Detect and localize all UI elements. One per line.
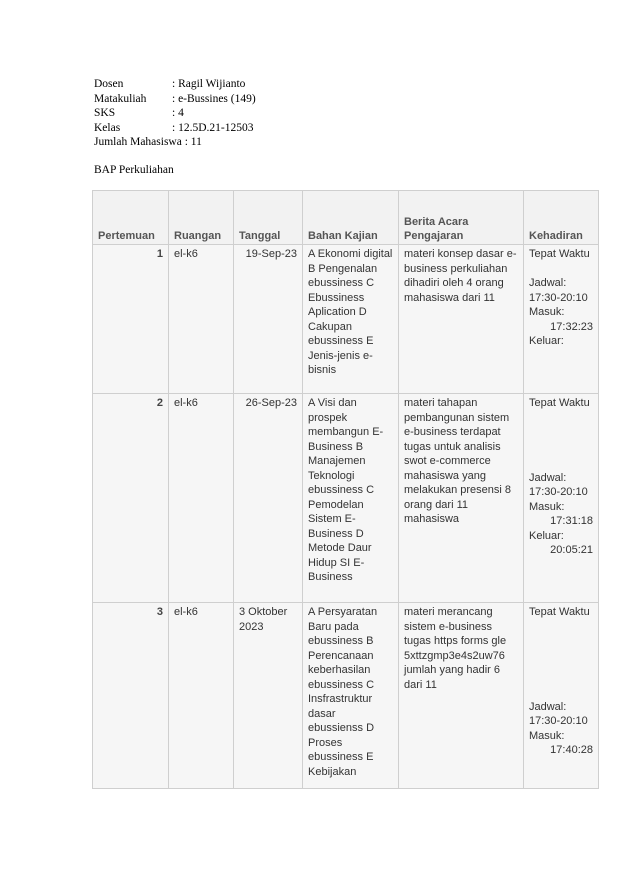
kehadiran-spacer	[529, 620, 593, 700]
kelas-label: Kelas	[94, 121, 121, 134]
cell-ruangan: el-k6	[169, 245, 234, 394]
cell-ruangan: el-k6	[169, 394, 234, 603]
cell-tanggal: 19-Sep-23	[234, 245, 303, 394]
jadwal-value: 17:30-20:10	[529, 715, 588, 727]
keluar-value: 20:05:21	[550, 544, 593, 556]
cell-berita-acara: materi konsep dasar e-business perkuliahan dihadiri oleh 4 orang mahasiswa dari 11	[399, 245, 524, 394]
cell-berita-acara: materi merancang sistem e-business tugas https forms gle 5xttzgmp3e4s2uw76 jumlah yang hadir 6 dari 11	[399, 603, 524, 789]
bap-table	[92, 190, 599, 789]
dosen-value: : Ragil Wijianto	[172, 78, 246, 90]
masuk-label: Masuk:	[529, 729, 565, 742]
kehadiran-spacer	[529, 262, 593, 277]
cell-kehadiran	[524, 603, 599, 789]
cell-kehadiran	[524, 394, 599, 603]
table-row	[93, 245, 599, 394]
cell-pertemuan: 2	[93, 394, 169, 603]
masuk-value: 17:40:28	[550, 744, 593, 756]
cell-bahan-kajian: A Visi dan prospek membangun E- Business B Manajemen Teknologi ebussiness C Pemodelan Sistem E-Business D Metode Daur Hidup SI E-Business	[303, 394, 399, 603]
cell-tanggal: 3 Oktober 2023	[234, 603, 303, 789]
table-row	[93, 603, 599, 789]
cell-ruangan: el-k6	[169, 603, 234, 789]
cell-bahan-kajian: A Persyaratan Baru pada ebussiness B Perencanaan keberhasilan ebussiness C Insfrastruktur dasar ebussienss D Proses ebussiness E Kebijakan	[303, 603, 399, 789]
matakuliah-value: : e-Bussines (149)	[172, 92, 256, 105]
header-ruangan: Ruangan	[169, 191, 234, 245]
header-berita-acara: Berita Acara Pengajaran	[399, 191, 524, 245]
header-pertemuan: Pertemuan	[93, 191, 169, 245]
kehadiran-status: Tepat Waktu	[529, 248, 590, 260]
matakuliah-label: Matakuliah	[94, 92, 147, 105]
jadwal-value: 17:30-20:10	[529, 486, 588, 498]
header-bahan-kajian: Bahan Kajian	[303, 191, 399, 245]
masuk-value: 17:32:23	[550, 320, 593, 333]
kehadiran-status: Tepat Waktu	[529, 397, 590, 409]
dosen-label: Dosen	[94, 78, 124, 90]
jadwal-label: Jadwal:	[529, 471, 567, 484]
section-title: BAP Perkuliahan	[94, 164, 174, 176]
cell-kehadiran	[524, 245, 599, 394]
jadwal-label: Jadwal:	[529, 700, 567, 713]
cell-pertemuan: 1	[93, 245, 169, 394]
jumlah-mahasiswa: Jumlah Mahasiswa : 11	[94, 136, 202, 149]
keluar-label: Keluar:	[529, 529, 564, 542]
cell-tanggal: 26-Sep-23	[234, 394, 303, 603]
masuk-value: 17:31:18	[550, 515, 593, 527]
kelas-value: : 12.5D.21-12503	[172, 121, 254, 134]
table-header-row	[93, 191, 599, 245]
kehadiran-status: Tepat Waktu	[529, 606, 590, 618]
header-kehadiran: Kehadiran	[524, 191, 599, 245]
masuk-label: Masuk:	[529, 500, 565, 513]
header-tanggal: Tanggal	[234, 191, 303, 245]
sks-value: : 4	[172, 107, 184, 120]
jadwal-label: Jadwal:	[529, 277, 567, 289]
masuk-label: Masuk:	[529, 306, 565, 318]
sks-label: SKS	[94, 107, 116, 120]
kehadiran-spacer	[529, 411, 593, 471]
cell-pertemuan: 3	[93, 603, 169, 789]
cell-bahan-kajian: A Ekonomi digital B Pengenalan ebussiness C Ebussiness Aplication D Cakupan ebussiness E Jenis-jenis e-bisnis	[303, 245, 399, 394]
cell-berita-acara: materi tahapan pembangunan sistem e-business terdapat tugas untuk analisis swot e-commerce mahasiswa yang melakukan presensi 8 orang dari 11 mahasiswa	[399, 394, 524, 603]
keluar-label: Keluar:	[529, 335, 564, 347]
table-row	[93, 394, 599, 603]
jadwal-value: 17:30-20:10	[529, 291, 588, 304]
